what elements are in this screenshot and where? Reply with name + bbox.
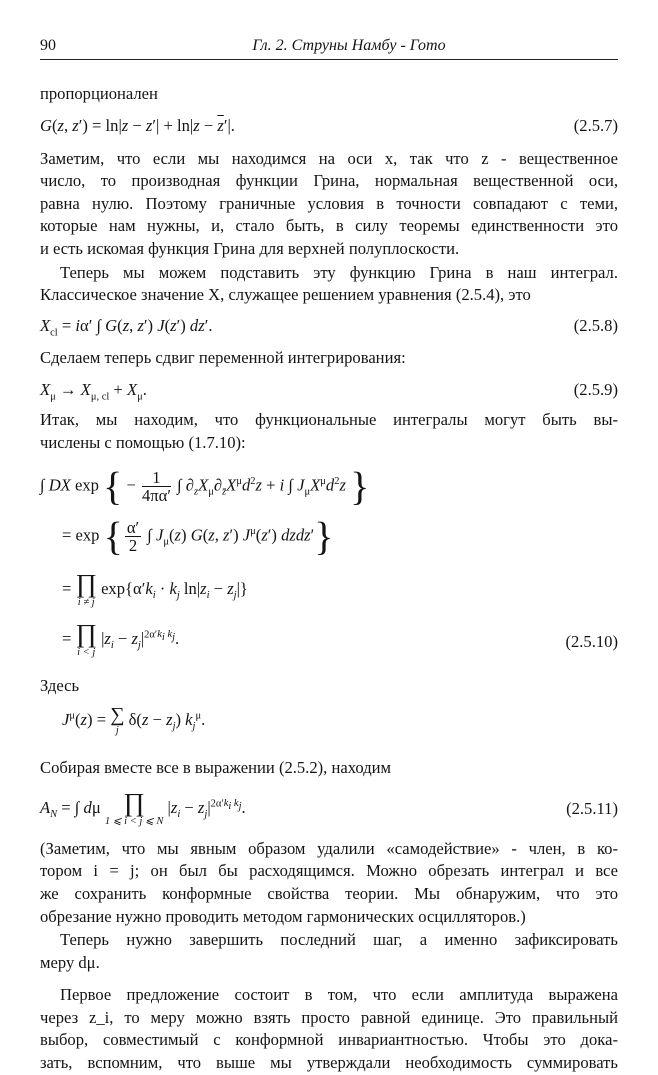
text-line: пропорционален [40,84,158,103]
text-line: и есть искомая функция Грина для верхней полуплоскости. [40,238,460,258]
equation-line-3: = ∏ i ≠ j $\exp\{\alpha'k_i \cdot k_j$ $\ln|z_i - z_j|$} [62,568,248,608]
equation-number: (2.5.7) [573,115,618,135]
equation-body: $X_\mu \to X_{\mu, cl} + X_\mu$. [40,380,147,403]
equation-2-5-7 [40,115,618,139]
page-number: 90 [40,37,56,54]
text-line: выбор, совместимый с конформной инвариантностью. Чтобы это дока- [40,1030,618,1050]
running-title: Гл. 2. Струны Намбу - Гото [252,37,446,54]
equation-number: (2.5.11) [566,798,618,818]
equation-2-5-9 [40,379,618,405]
equation-number: (2.5.10) [565,631,618,651]
paragraph-first-proposal [40,984,618,1074]
equation-line-1: ∫ DX exp { − $\frac{1}{4\pi\alpha'}$ ∫ $\partial_zX_\mu\partial_{z̄}X^\mu d^2z + i$ ∫ $J_\mu X^\mu d^2z$ } [40,463,370,509]
equation-body: G(z, $z') = \ln|z - z'| + \ln|z - \overline{z}'|$. [40,115,235,135]
text-line: число, то производная функции Грина, нормальная вещественной оси, [40,171,618,191]
paragraph-measure [40,929,618,974]
text-line: меру dμ. [40,952,100,972]
text-line: Первое предложение состоит в том, что если амплитуда выражена [60,985,618,1005]
text-line: Теперь мы можем подставить эту функцию Грина в наш интеграл. [60,262,618,282]
paragraph-shift [40,347,618,370]
text-line: Сделаем теперь сдвиг переменной интегрирования: [40,347,406,367]
text-line: Итак, мы находим, что функциональные интегралы могут быть вы- [40,410,618,430]
text-line: (Заметим, что мы явным образом удалили «самодействие» - член, в ко- [40,838,618,858]
text-line: Классическое значение X, служащее решением уравнения (2.5.4), это [40,285,531,305]
book-page [40,33,618,1075]
text-line: тором i = j; он был бы расходящимся. Можно обрезать интеграл и все [40,861,618,881]
text-line: Заметим, что если мы находимся на оси x, так что z - вещественное [40,148,618,168]
paragraph-substitute [40,262,618,307]
paragraph-collecting [40,757,618,780]
text-line: обрезание нужно проводить методом гармонических осцилляторов.) [40,906,526,926]
text-line: Теперь нужно завершить последний шаг, а именно зафиксировать [60,930,618,950]
paragraph-proportional [40,83,618,106]
equation-body: $J^\mu(z)$ = ∑ j $\delta(z - z_j)$ $k_j^\mu$. [62,704,206,737]
text-line: Собирая вместе все в выражении (2.5.2), находим [40,758,392,778]
equation-number: (2.5.9) [573,380,618,400]
equation-number: (2.5.8) [573,315,618,335]
paragraph-boundary [40,148,618,261]
equation-body: $A_N$ = ∫ dμ ∏ 1 ⩽ i < j ⩽ N $|z_i - z_j|^{2\alpha'k_i k_j}$. [40,787,246,827]
text-line: же сохранить конформные свойства теории. Мы обнаружим, что это [40,883,618,903]
text-line: Здесь [40,675,80,695]
equation-body: $X_{cl} = i\alpha'$ ∫ G(z, z′) J(z′) dz′. [40,315,213,339]
paragraph-here [40,675,618,698]
text-line: зать, вспомним, что выше мы утверждали необходимость суммировать [40,1053,618,1073]
paragraph-self-action [40,838,618,928]
text-line: которые нам нужны, и, стало быть, в силу теоремы единственности это [40,216,618,236]
equation-source-current [40,705,618,747]
equation-2-5-8 [40,315,618,341]
equation-2-5-11 [40,787,618,834]
text-line: через z_i, то меру можно взять просто равной единице. Это правильный [40,1007,618,1027]
paragraph-integrals [40,409,618,454]
running-header [40,33,618,60]
equation-line-4: = ∏ i < j $|z_i - z_j|^{2\alpha'k_i k_j}$. [62,618,180,658]
text-line: равна нулю. Поэтому граничные условия в точности совпадают с теми, [40,193,618,213]
text-line: числены с помощью (1.7.10): [40,432,246,452]
equation-line-2: = exp { $\frac{\alpha'}{2}$ ∫ $J_\mu(z)$ G(z, z′) $J^\mu(z')$ dzdz′} [62,513,334,559]
equation-2-5-10 [40,461,618,675]
